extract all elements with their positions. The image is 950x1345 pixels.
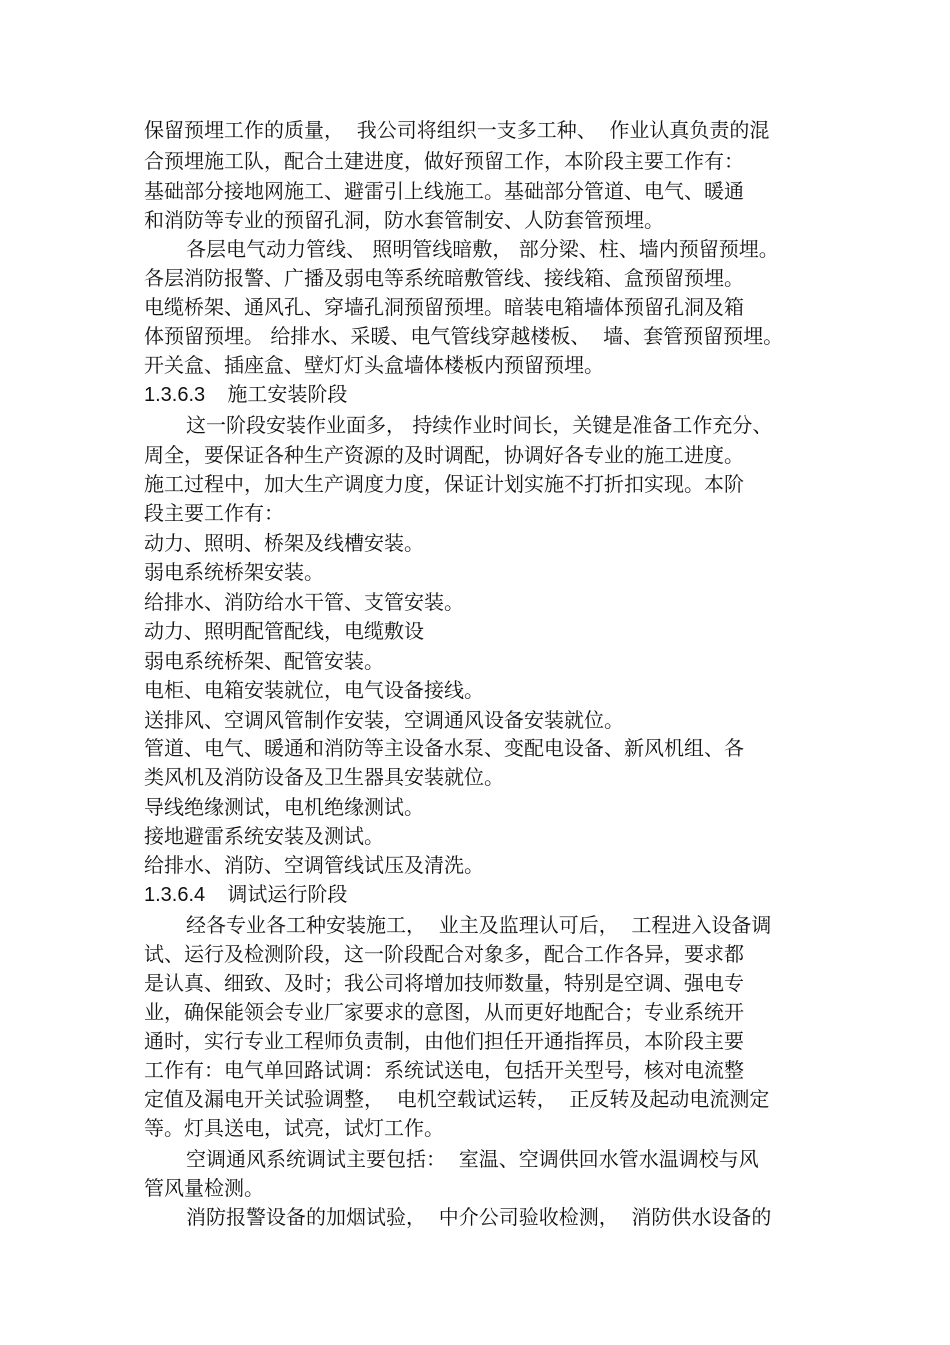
text-line: 空调通风系统调试主要包括： 室温、空调供回水管水温调校与风 [186, 1147, 759, 1171]
text-line: 动力、照明、桥架及线槽安装。 [144, 531, 424, 555]
text-line: 体预留预埋。 给排水、采暖、电气管线穿越楼板、 墙、套管预留预埋。 [144, 324, 784, 348]
text-line: 电缆桥架、通风孔、穿墙孔洞预留预埋。暗装电箱墙体预留孔洞及箱 [144, 295, 744, 319]
text-line: 施工过程中，加大生产调度力度，保证计划实施不打折扣实现。本阶 [144, 472, 744, 496]
section-heading: 1.3.6.3 施工安装阶段 [144, 384, 348, 406]
section-heading: 1.3.6.4 调试运行阶段 [144, 884, 348, 906]
text-line: 保留预埋工作的质量， 我公司将组织一支多工种、 作业认真负责的混 [144, 118, 770, 142]
text-line: 业，确保能领会专业厂家要求的意图，从而更好地配合；专业系统开 [144, 1000, 744, 1024]
text-line: 弱电系统桥架安装。 [144, 560, 324, 584]
text-line: 段主要工作有： [144, 501, 284, 525]
text-line: 动力、照明配管配线，电缆敷设 [144, 619, 424, 643]
text-line: 各层电气动力管线、 照明管线暗敷， 部分梁、柱、墙内预留预埋。 [186, 237, 779, 261]
text-line: 给排水、消防给水干管、支管安装。 [144, 590, 464, 614]
text-line: 这一阶段安装作业面多， 持续作业时间长，关键是准备工作充分、 [186, 413, 773, 437]
text-line: 送排风、空调风管制作安装，空调通风设备安装就位。 [144, 708, 624, 732]
text-line: 是认真、细致、及时；我公司将增加技师数量，特别是空调、强电专 [144, 971, 744, 995]
text-line: 管道、电气、暖通和消防等主设备水泵、变配电设备、新风机组、各 [144, 736, 744, 760]
text-line: 等。灯具送电，试亮，试灯工作。 [144, 1116, 444, 1140]
text-line: 消防报警设备的加烟试验， 中介公司验收检测， 消防供水设备的 [186, 1205, 772, 1229]
text-line: 合预埋施工队，配合土建进度，做好预留工作，本阶段主要工作有： [144, 149, 744, 173]
text-line: 工作有：电气单回路试调：系统试送电，包括开关型号，核对电流整 [144, 1058, 744, 1082]
text-line: 开关盒、插座盒、壁灯灯头盒墙体楼板内预留预埋。 [144, 353, 604, 377]
text-line: 弱电系统桥架、配管安装。 [144, 649, 384, 673]
text-line: 各层消防报警、广播及弱电等系统暗敷管线、接线箱、盒预留预埋。 [144, 266, 744, 290]
text-line: 接地避雷系统安装及测试。 [144, 824, 384, 848]
text-line: 管风量检测。 [144, 1176, 264, 1200]
text-line: 试、运行及检测阶段，这一阶段配合对象多，配合工作各异，要求都 [144, 942, 744, 966]
text-line: 电柜、电箱安装就位，电气设备接线。 [144, 678, 484, 702]
text-line: 导线绝缘测试，电机绝缘测试。 [144, 795, 424, 819]
text-line: 周全，要保证各种生产资源的及时调配，协调好各专业的施工进度。 [144, 443, 744, 467]
text-line: 类风机及消防设备及卫生器具安装就位。 [144, 765, 504, 789]
text-line: 和消防等专业的预留孔洞，防水套管制安、人防套管预埋。 [144, 208, 664, 232]
text-line: 定值及漏电开关试验调整， 电机空载试运转， 正反转及起动电流测定 [144, 1087, 770, 1111]
text-line: 基础部分接地网施工、避雷引上线施工。基础部分管道、电气、暖通 [144, 179, 744, 203]
text-line: 给排水、消防、空调管线试压及清洗。 [144, 853, 484, 877]
text-line: 经各专业各工种安装施工， 业主及监理认可后， 工程进入设备调 [186, 913, 772, 937]
text-line: 通时，实行专业工程师负责制，由他们担任开通指挥员，本阶段主要 [144, 1029, 744, 1053]
